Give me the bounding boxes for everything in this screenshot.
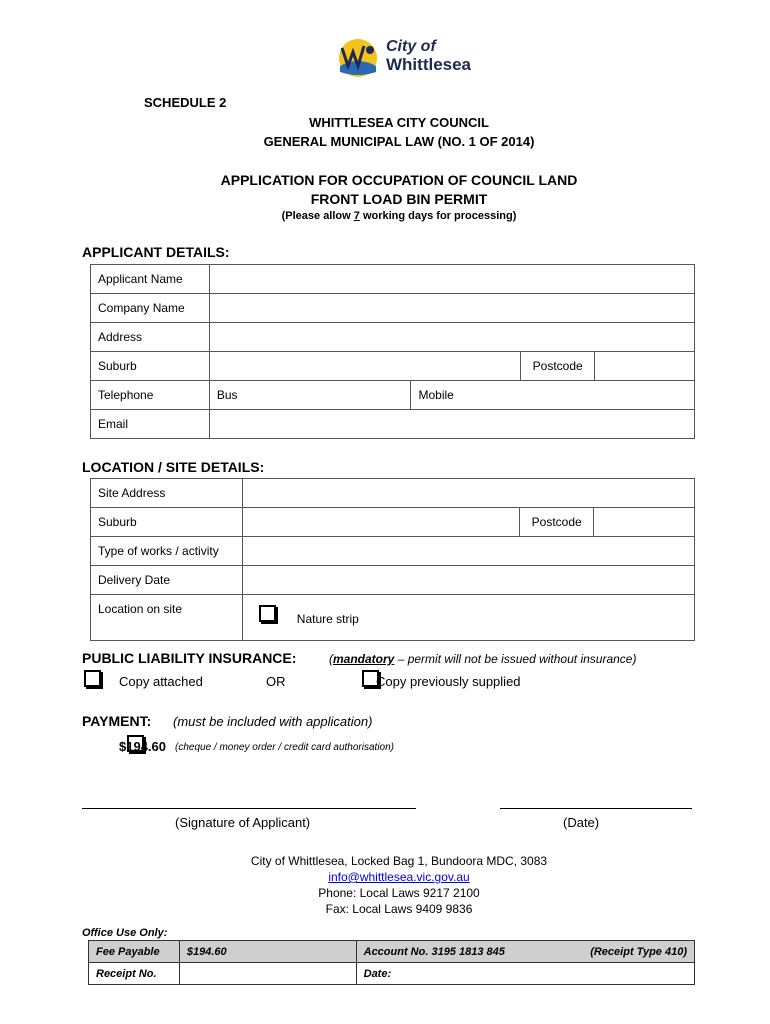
or-label: OR (266, 674, 286, 689)
processing-note-post: working days for processing) (359, 210, 517, 222)
account-number: Account No. 3195 1813 845 (363, 945, 505, 958)
suburb-field[interactable] (209, 352, 520, 381)
fee-payable-label: Fee Payable (89, 941, 180, 963)
table-row (91, 479, 695, 508)
application-title: APPLICATION FOR OCCUPATION OF COUNCIL LAND (220, 172, 578, 188)
email-field[interactable] (209, 410, 694, 439)
signature-line[interactable] (82, 808, 416, 809)
receipt-no-field[interactable] (179, 963, 356, 985)
table-row (91, 381, 695, 410)
telephone-label: Telephone (91, 381, 210, 410)
contact-phone: Phone: Local Laws 9217 2100 (318, 886, 480, 900)
site-address-field[interactable] (242, 479, 694, 508)
applicant-name-label: Applicant Name (91, 265, 210, 294)
payment-amount: $194.60 (119, 739, 166, 754)
logo-line-1: City of (386, 38, 436, 55)
insurance-heading: PUBLIC LIABILITY INSURANCE: (82, 650, 297, 666)
payment-note: (must be included with application) (173, 714, 373, 729)
logo-line-2: Whittlesea (386, 55, 472, 74)
site-address-label: Site Address (91, 479, 243, 508)
insurance-note-open: ( (329, 652, 333, 666)
table-row (89, 963, 695, 985)
postcode-label: Postcode (521, 352, 595, 381)
table-row (91, 323, 695, 352)
fee-payable-value: $194.60 (179, 941, 356, 963)
nature-strip-checkbox[interactable] (259, 605, 276, 622)
table-row (91, 265, 695, 294)
delivery-date-field[interactable] (242, 566, 694, 595)
site-table (90, 478, 695, 641)
address-field[interactable] (209, 323, 694, 352)
insurance-note-rest: – permit will not be issued without insurance) (394, 652, 637, 666)
contact-fax: Fax: Local Laws 9409 9836 (325, 902, 473, 916)
processing-note (0, 210, 770, 222)
table-row (91, 352, 695, 381)
bus-phone-field[interactable]: Bus (209, 381, 411, 410)
schedule-label: SCHEDULE 2 (144, 95, 227, 110)
email-label: Email (91, 410, 210, 439)
table-row (91, 566, 695, 595)
copy-attached-label: Copy attached (119, 674, 203, 689)
payment-heading: PAYMENT: (82, 713, 152, 729)
processing-days: 7 (353, 210, 360, 222)
office-use-table (88, 940, 695, 985)
account-cell (356, 941, 694, 963)
date-label: (Date) (563, 815, 600, 830)
table-row (91, 410, 695, 439)
site-postcode-label: Postcode (520, 508, 594, 537)
applicant-name-field[interactable] (209, 265, 694, 294)
table-row (91, 595, 695, 641)
date-line[interactable] (500, 808, 692, 809)
location-label: Location on site (91, 595, 243, 641)
copy-attached-checkbox[interactable] (84, 670, 101, 687)
table-row (91, 508, 695, 537)
contact-email-link[interactable]: info@whittlesea.vic.gov.au (328, 870, 470, 884)
signature-label: (Signature of Applicant) (175, 815, 311, 830)
receipt-type: (Receipt Type 410) (590, 945, 687, 958)
insurance-mandatory: mandatory (333, 652, 395, 666)
applicant-table (90, 264, 695, 439)
mobile-phone-field[interactable]: Mobile (411, 381, 695, 410)
works-label: Type of works / activity (91, 537, 243, 566)
law-title: GENERAL MUNICIPAL LAW (NO. 1 OF 2014) (263, 134, 535, 149)
site-suburb-field[interactable] (242, 508, 519, 537)
site-postcode-field[interactable] (594, 508, 695, 537)
office-use-label: Office Use Only: (82, 927, 168, 939)
copy-previous-label: Copy previously supplied (376, 674, 521, 689)
table-row (89, 941, 695, 963)
company-name-field[interactable] (209, 294, 694, 323)
suburb-label: Suburb (91, 352, 210, 381)
location-field (242, 595, 694, 641)
processing-note-pre: (Please allow (281, 210, 354, 222)
table-row (91, 537, 695, 566)
nature-strip-label: Nature strip (296, 612, 359, 626)
city-emblem-icon (334, 36, 384, 80)
works-field[interactable] (242, 537, 694, 566)
company-name-label: Company Name (91, 294, 210, 323)
contact-email-wrap (0, 869, 770, 885)
logo-wordmark (386, 38, 471, 74)
site-suburb-label: Suburb (91, 508, 243, 537)
council-title: WHITTLESEA CITY COUNCIL (309, 115, 489, 130)
table-row (91, 294, 695, 323)
address-label: Address (91, 323, 210, 352)
site-heading: LOCATION / SITE DETAILS: (82, 459, 265, 475)
applicant-heading: APPLICANT DETAILS: (82, 244, 230, 260)
insurance-note (329, 652, 636, 666)
office-date-label: Date: (356, 963, 694, 985)
permit-title: FRONT LOAD BIN PERMIT (310, 191, 488, 207)
payment-detail: (cheque / money order / credit card authorisation) (175, 742, 394, 753)
receipt-no-label: Receipt No. (89, 963, 180, 985)
delivery-date-label: Delivery Date (91, 566, 243, 595)
contact-address: City of Whittlesea, Locked Bag 1, Bundoora MDC, 3083 (250, 854, 548, 868)
postcode-field[interactable] (595, 352, 695, 381)
